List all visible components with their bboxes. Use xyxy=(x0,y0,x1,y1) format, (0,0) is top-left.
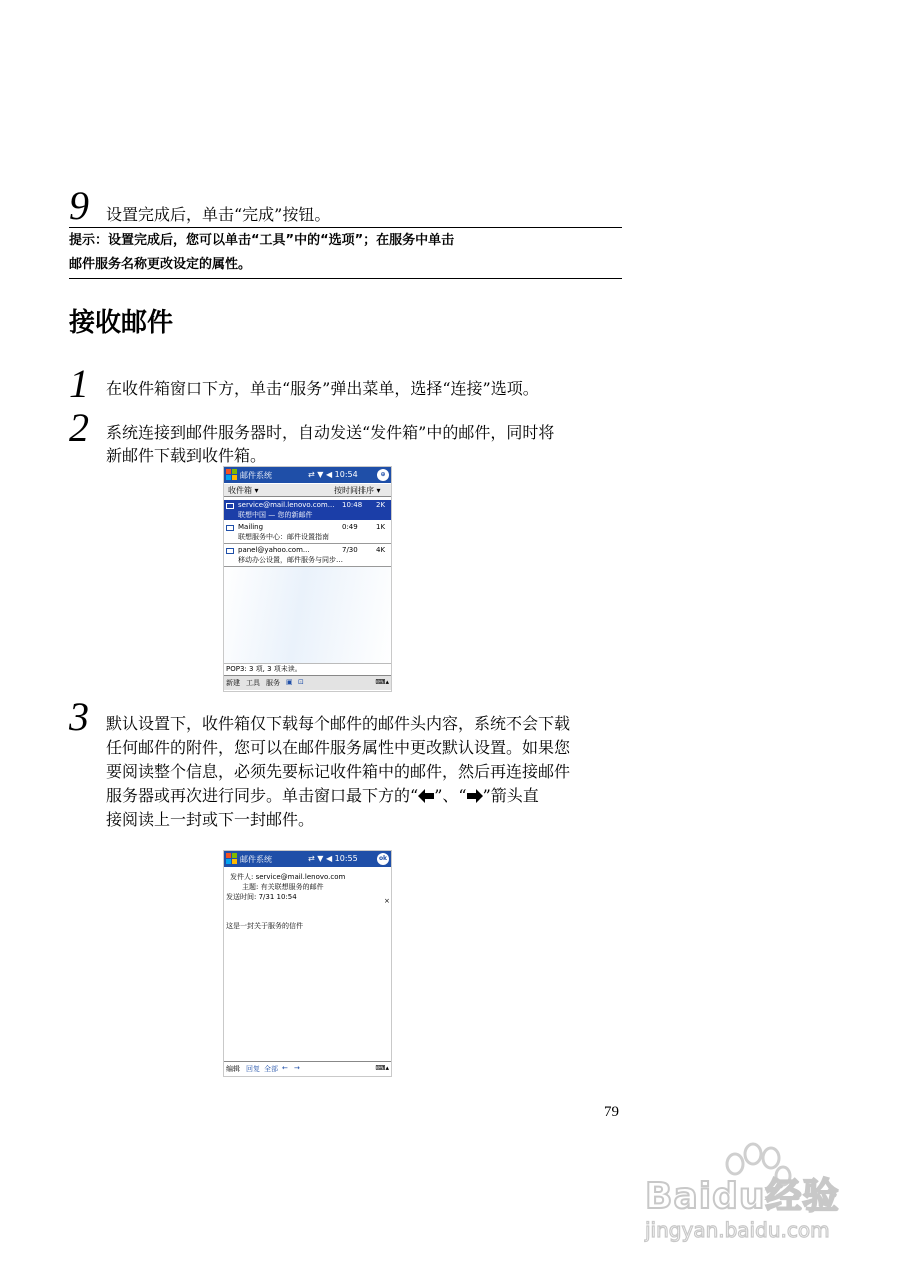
folder-icon[interactable]: ⊡ xyxy=(298,678,304,686)
menu-tools[interactable]: 工具 xyxy=(246,679,260,687)
message-size: 2K xyxy=(376,501,386,509)
left-arrow-icon xyxy=(418,789,434,803)
status-icons: ⇄ ▼ ◀ 10:55 xyxy=(308,854,358,863)
step-text-part: ”箭头直 xyxy=(482,786,539,805)
step-text xyxy=(106,783,539,808)
message-row[interactable] xyxy=(224,500,391,520)
menu-services[interactable]: 服务 xyxy=(266,679,280,687)
folder-dropdown[interactable]: 收件箱 ▾ xyxy=(228,486,259,495)
step-text: 要阅读整个信息，必须先要标记收件箱中的邮件，然后再连接邮件 xyxy=(106,762,571,781)
step-text: 新邮件下载到收件箱。 xyxy=(106,446,267,465)
message-size: 1K xyxy=(376,523,386,531)
step-number: 9 xyxy=(69,183,89,228)
status-line: POP3: 3 项, 3 项未读。 xyxy=(224,663,391,674)
ok-button[interactable]: ok xyxy=(377,853,389,865)
baidu-watermark xyxy=(645,1150,860,1250)
message-time: 7/30 xyxy=(342,546,358,554)
step-number: 3 xyxy=(69,694,89,739)
step-text: 在收件箱窗口下方，单击“服务”弹出菜单，选择“连接”选项。 xyxy=(106,379,539,398)
message-screenshot xyxy=(223,850,392,1077)
message-subject: 联想服务中心：邮件设置指南 xyxy=(238,533,329,541)
ok-button[interactable]: ⊕ xyxy=(377,469,389,481)
sort-dropdown[interactable]: 按时间排序 ▾ xyxy=(334,486,381,495)
reply-all-icon[interactable]: 全部 xyxy=(264,1065,278,1073)
menu-bar xyxy=(224,675,391,690)
menu-bar xyxy=(224,1061,391,1076)
step-number: 1 xyxy=(69,361,89,406)
step-number: 2 xyxy=(69,405,89,450)
message-from: 发件人: service@mail.lenovo.com xyxy=(230,873,346,881)
folder-bar xyxy=(224,484,391,497)
message-subject: 联想中国 — 您的新邮件 xyxy=(238,511,313,519)
menu-edit[interactable]: 编辑 xyxy=(226,1065,240,1073)
sync-icon[interactable]: ▣ xyxy=(286,678,293,686)
status-icons: ⇄ ▼ ◀ 10:54 xyxy=(308,470,358,479)
step-text: 默认设置下，收件箱仅下载每个邮件的邮件头内容，系统不会下载 xyxy=(106,714,571,733)
right-arrow-icon xyxy=(467,789,483,803)
envelope-icon xyxy=(226,525,234,531)
message-row[interactable] xyxy=(224,545,391,565)
section-heading: 接收邮件 xyxy=(69,308,174,338)
reply-icon[interactable]: 回复 xyxy=(246,1065,260,1073)
list-background xyxy=(224,567,391,663)
message-from: Mailing xyxy=(238,523,264,531)
page-number: 79 xyxy=(604,1104,619,1120)
divider xyxy=(69,227,622,228)
windows-logo-icon[interactable] xyxy=(226,853,237,864)
message-row[interactable] xyxy=(224,522,391,542)
expand-icon[interactable]: × xyxy=(384,897,390,905)
step-text: 任何邮件的附件，您可以在邮件服务属性中更改默认设置。如果您 xyxy=(106,738,571,757)
watermark-brand: Baidu经验 xyxy=(645,1176,840,1217)
hint-line: 提示：设置完成后，您可以单击“工具”中的“选项”；在服务中单击 xyxy=(69,233,455,248)
message-subject: 主题: 有关联想服务的邮件 xyxy=(242,883,324,891)
app-title: 邮件系统 xyxy=(240,471,272,480)
step-text-part: 服务器或再次进行同步。单击窗口最下方的“ xyxy=(106,786,419,805)
envelope-icon xyxy=(226,548,234,554)
hint-line: 邮件服务名称更改设定的属性。 xyxy=(69,257,252,272)
next-arrow-icon[interactable]: → xyxy=(294,1064,300,1072)
title-bar xyxy=(224,851,391,867)
message-time: 10:48 xyxy=(342,501,363,509)
inbox-screenshot xyxy=(223,466,392,692)
previous-arrow-icon[interactable]: ← xyxy=(282,1064,288,1072)
step-text: 设置完成后，单击“完成”按钮。 xyxy=(106,205,331,224)
windows-logo-icon[interactable] xyxy=(226,469,237,480)
message-body: 这是一封关于服务的信件 xyxy=(226,922,303,930)
step-text: 接阅读上一封或下一封邮件。 xyxy=(106,810,315,829)
message-size: 4K xyxy=(376,546,386,554)
step-text: 系统连接到邮件服务器时，自动发送“发件箱”中的邮件，同时将 xyxy=(106,423,555,442)
divider xyxy=(69,278,622,279)
divider xyxy=(224,543,391,544)
message-time: 0:49 xyxy=(342,523,358,531)
message-subject: 移动办公设置，邮件服务与同步… xyxy=(238,556,343,564)
title-bar xyxy=(224,467,391,483)
envelope-icon xyxy=(226,503,234,509)
watermark-url: jingyan.baidu.com xyxy=(645,1218,830,1242)
menu-new[interactable]: 新建 xyxy=(226,679,240,687)
message-date: 发送时间: 7/31 10:54 xyxy=(226,893,297,901)
step-text-part: ”、“ xyxy=(434,786,467,805)
keyboard-icon[interactable]: ⌨▴ xyxy=(375,678,389,686)
app-title: 邮件系统 xyxy=(240,855,272,864)
message-from: service@mail.lenovo.com... xyxy=(238,501,335,509)
message-from: panel@yahoo.com... xyxy=(238,546,310,554)
keyboard-icon[interactable]: ⌨▴ xyxy=(375,1064,389,1072)
